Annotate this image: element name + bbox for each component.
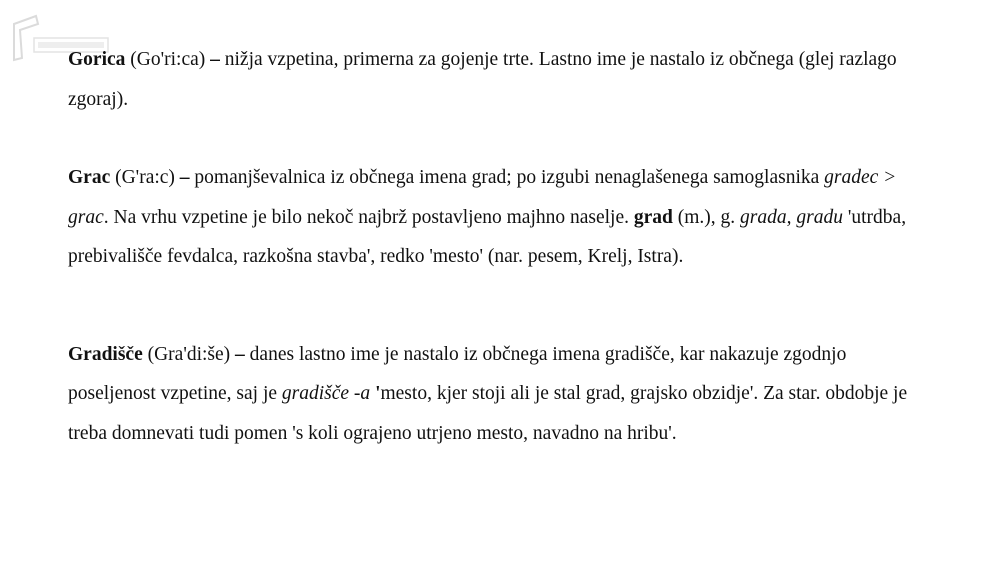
entry-grammar: (m.), g.: [672, 206, 741, 228]
entry-term: Gorica: [68, 49, 126, 70]
entry-definition-end: mesto, kjer stoji ali je stal grad, grajsko obzidje'. Za star. obdobje je treba domnevati tudi pomen 's koli ograjeno utrjeno mesto, navadno na hribu'.: [68, 383, 908, 444]
entry-subterm: grad: [633, 206, 673, 228]
entry-dash: –: [235, 343, 245, 365]
document-page: [68, 40, 938, 453]
entry-grac: [68, 158, 938, 277]
entry-gradisce: [68, 335, 938, 454]
entry-pronunciation: (Go'ri:ca): [125, 49, 211, 70]
entry-dash: –: [210, 49, 220, 70]
entry-definition-cont: . Na vrhu vzpetine je bilo nekoč najbrž postavljeno majhno naselje.: [103, 206, 634, 228]
entry-definition-end: 'utrdba, prebivališče fevdalca, razkošna stavba', redko 'mesto' (nar. pesem, Krelj, Istra).: [68, 206, 907, 267]
entry-italic-example: gradec > grac: [68, 167, 897, 228]
entry-pronunciation: (G'ra:c): [110, 167, 180, 188]
entry-definition: pomanjševalnica iz občnega imena grad; po izgubi nenaglašenega samoglasnika: [189, 167, 825, 188]
entry-definition: danes lastno ime je nastalo iz občnega imena gradišče, kar nakazuje zgodnjo poseljenost vzpetine, saj je: [68, 343, 847, 404]
entry-term: Grac: [68, 167, 111, 188]
entry-italic-forms: grada, gradu: [740, 206, 843, 228]
entry-quote-mark: ': [370, 383, 381, 404]
entry-pronunciation: (Gra'di:še): [142, 343, 236, 365]
entry-definition: nižja vzpetina, primerna za gojenje trte. Lastno ime je nastalo iz občnega (glej razlago zgoraj).: [68, 49, 897, 110]
entry-italic-example: gradišče -a: [281, 383, 371, 404]
entry-term: Gradišče: [68, 343, 143, 365]
entry-gorica: [68, 40, 938, 119]
entry-dash: –: [179, 167, 190, 188]
